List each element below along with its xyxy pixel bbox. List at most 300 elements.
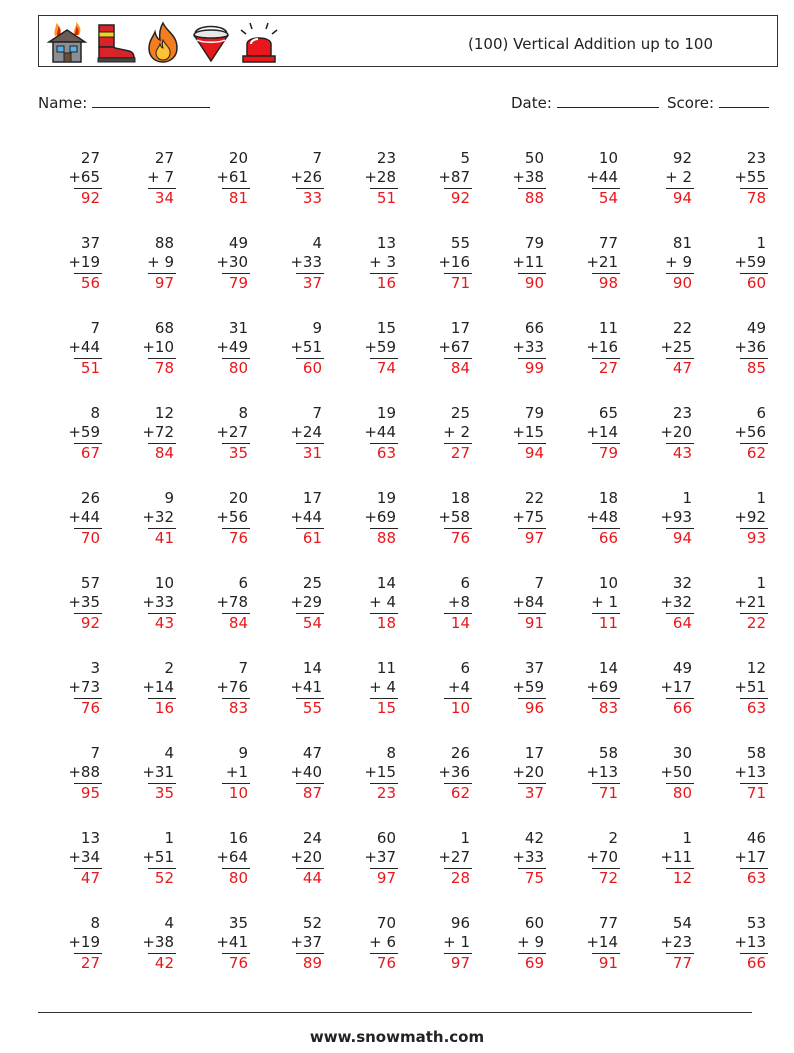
- second-addend: +28: [364, 168, 396, 186]
- first-addend: 57: [80, 574, 100, 592]
- first-addend: 96: [450, 914, 470, 932]
- addition-problem: [556, 914, 630, 999]
- second-addend: +87: [438, 168, 470, 186]
- first-addend: 14: [376, 574, 396, 592]
- addition-problem: [704, 149, 778, 234]
- addition-problem: [556, 829, 630, 914]
- second-addend: +21: [734, 593, 766, 611]
- second-addend: +44: [68, 508, 100, 526]
- answer: 72: [598, 869, 618, 887]
- second-addend: +65: [68, 168, 100, 186]
- second-addend: +16: [586, 338, 618, 356]
- first-addend: 35: [228, 914, 248, 932]
- second-addend: +58: [438, 508, 470, 526]
- addition-problem: [482, 149, 556, 234]
- first-addend: 11: [598, 319, 618, 337]
- addition-problem: [704, 574, 778, 659]
- first-addend: 25: [450, 404, 470, 422]
- addition-problem: [112, 659, 186, 744]
- addition-problem: [112, 489, 186, 574]
- answer: 14: [450, 614, 470, 632]
- answer: 74: [376, 359, 396, 377]
- answer: 66: [672, 699, 692, 717]
- first-addend: 11: [376, 659, 396, 677]
- fire-boot-icon: [93, 20, 137, 64]
- first-addend: 1: [460, 829, 470, 847]
- second-addend: +14: [586, 933, 618, 951]
- second-addend: +24: [290, 423, 322, 441]
- first-addend: 10: [154, 574, 174, 592]
- addition-problem: [260, 489, 334, 574]
- addition-problem: [112, 914, 186, 999]
- second-addend: +51: [142, 848, 174, 866]
- answer: 61: [302, 529, 322, 547]
- answer: 84: [154, 444, 174, 462]
- first-addend: 46: [746, 829, 766, 847]
- first-addend: 37: [524, 659, 544, 677]
- second-addend: +29: [290, 593, 322, 611]
- second-addend: +15: [512, 423, 544, 441]
- first-addend: 14: [302, 659, 322, 677]
- answer: 44: [302, 869, 322, 887]
- problem-row: [38, 829, 778, 914]
- answer: 37: [302, 274, 322, 292]
- second-addend: +67: [438, 338, 470, 356]
- addition-problem: [556, 744, 630, 829]
- answer: 54: [598, 189, 618, 207]
- second-addend: +59: [512, 678, 544, 696]
- answer: 75: [524, 869, 544, 887]
- first-addend: 31: [228, 319, 248, 337]
- second-addend: +44: [586, 168, 618, 186]
- addition-problem: [186, 234, 260, 319]
- answer: 94: [524, 444, 544, 462]
- addition-problem: [556, 234, 630, 319]
- burning-house-icon: [45, 20, 89, 64]
- first-addend: 49: [228, 234, 248, 252]
- answer: 43: [672, 444, 692, 462]
- first-addend: 6: [756, 404, 766, 422]
- answer: 37: [524, 784, 544, 802]
- second-addend: +36: [734, 338, 766, 356]
- answer: 62: [450, 784, 470, 802]
- first-addend: 9: [312, 319, 322, 337]
- addition-problem: [334, 914, 408, 999]
- second-addend: +30: [216, 253, 248, 271]
- second-addend: + 6: [369, 933, 396, 951]
- answer: 88: [376, 529, 396, 547]
- first-addend: 16: [228, 829, 248, 847]
- first-addend: 1: [164, 829, 174, 847]
- addition-problem: [482, 829, 556, 914]
- addition-problem: [556, 319, 630, 404]
- addition-problem: [630, 744, 704, 829]
- addition-problem: [408, 829, 482, 914]
- answer: 71: [746, 784, 766, 802]
- second-addend: +19: [68, 933, 100, 951]
- answer: 34: [154, 189, 174, 207]
- second-addend: +13: [734, 763, 766, 781]
- first-addend: 1: [756, 574, 766, 592]
- answer: 71: [598, 784, 618, 802]
- first-addend: 2: [164, 659, 174, 677]
- second-addend: +84: [512, 593, 544, 611]
- answer: 60: [746, 274, 766, 292]
- answer: 89: [302, 954, 322, 972]
- date-field: [511, 93, 659, 112]
- addition-problem: [334, 319, 408, 404]
- addition-problem: [408, 319, 482, 404]
- addition-problem: [408, 659, 482, 744]
- first-addend: 13: [376, 234, 396, 252]
- second-addend: +92: [734, 508, 766, 526]
- problem-row: [38, 574, 778, 659]
- answer: 62: [746, 444, 766, 462]
- answer: 64: [672, 614, 692, 632]
- problem-row: [38, 319, 778, 404]
- first-addend: 6: [460, 574, 470, 592]
- first-addend: 55: [450, 234, 470, 252]
- addition-problem: [408, 149, 482, 234]
- first-addend: 24: [302, 829, 322, 847]
- addition-problem: [260, 659, 334, 744]
- first-addend: 37: [80, 234, 100, 252]
- second-addend: +13: [734, 933, 766, 951]
- answer: 97: [524, 529, 544, 547]
- first-addend: 77: [598, 234, 618, 252]
- problem-row: [38, 659, 778, 744]
- problem-row: [38, 914, 778, 999]
- first-addend: 7: [238, 659, 248, 677]
- answer: 54: [302, 614, 322, 632]
- addition-problem: [112, 404, 186, 489]
- first-addend: 42: [524, 829, 544, 847]
- first-addend: 27: [80, 149, 100, 167]
- second-addend: +23: [660, 933, 692, 951]
- second-addend: +41: [290, 678, 322, 696]
- second-addend: +20: [512, 763, 544, 781]
- second-addend: +33: [512, 848, 544, 866]
- second-addend: +1: [225, 763, 248, 781]
- answer: 94: [672, 189, 692, 207]
- second-addend: +59: [734, 253, 766, 271]
- addition-problem: [186, 829, 260, 914]
- addition-problem: [260, 149, 334, 234]
- first-addend: 13: [80, 829, 100, 847]
- first-addend: 30: [672, 744, 692, 762]
- answer: 99: [524, 359, 544, 377]
- addition-problem: [260, 404, 334, 489]
- second-addend: +14: [142, 678, 174, 696]
- addition-problem: [704, 404, 778, 489]
- second-addend: +56: [216, 508, 248, 526]
- second-addend: +27: [216, 423, 248, 441]
- first-addend: 1: [682, 489, 692, 507]
- addition-problem: [38, 914, 112, 999]
- answer: 76: [228, 954, 248, 972]
- second-addend: +75: [512, 508, 544, 526]
- second-addend: +50: [660, 763, 692, 781]
- first-addend: 68: [154, 319, 174, 337]
- second-addend: +32: [142, 508, 174, 526]
- addition-problem: [186, 574, 260, 659]
- second-addend: +27: [438, 848, 470, 866]
- answer: 85: [746, 359, 766, 377]
- name-field: [38, 93, 210, 112]
- addition-problem: [112, 319, 186, 404]
- problem-row: [38, 404, 778, 489]
- second-addend: +93: [660, 508, 692, 526]
- addition-problem: [334, 659, 408, 744]
- addition-problem: [630, 404, 704, 489]
- second-addend: +25: [660, 338, 692, 356]
- second-addend: +55: [734, 168, 766, 186]
- second-addend: +37: [364, 848, 396, 866]
- addition-problem: [186, 404, 260, 489]
- score-label: Score:: [667, 94, 715, 112]
- first-addend: 19: [376, 404, 396, 422]
- first-addend: 49: [672, 659, 692, 677]
- first-addend: 25: [302, 574, 322, 592]
- answer: 84: [450, 359, 470, 377]
- first-addend: 3: [90, 659, 100, 677]
- addition-problem: [334, 404, 408, 489]
- second-addend: +70: [586, 848, 618, 866]
- answer: 80: [228, 869, 248, 887]
- score-blank-line: [719, 93, 769, 108]
- answer: 98: [598, 274, 618, 292]
- first-addend: 58: [598, 744, 618, 762]
- first-addend: 7: [312, 404, 322, 422]
- answer: 60: [302, 359, 322, 377]
- first-addend: 8: [386, 744, 396, 762]
- answer: 52: [154, 869, 174, 887]
- answer: 80: [228, 359, 248, 377]
- second-addend: +35: [68, 593, 100, 611]
- answer: 42: [154, 954, 174, 972]
- second-addend: +44: [364, 423, 396, 441]
- second-addend: +10: [142, 338, 174, 356]
- addition-problem: [408, 404, 482, 489]
- answer: 31: [302, 444, 322, 462]
- first-addend: 23: [376, 149, 396, 167]
- addition-problem: [186, 914, 260, 999]
- first-addend: 17: [302, 489, 322, 507]
- second-addend: +40: [290, 763, 322, 781]
- addition-problem: [482, 914, 556, 999]
- problem-row: [38, 149, 778, 234]
- second-addend: + 9: [147, 253, 174, 271]
- answer: 12: [672, 869, 692, 887]
- first-addend: 26: [80, 489, 100, 507]
- second-addend: +33: [142, 593, 174, 611]
- answer: 15: [376, 699, 396, 717]
- name-blank-line: [92, 93, 210, 108]
- first-addend: 7: [534, 574, 544, 592]
- first-addend: 53: [746, 914, 766, 932]
- first-addend: 50: [524, 149, 544, 167]
- addition-problem: [260, 574, 334, 659]
- addition-problem: [260, 319, 334, 404]
- second-addend: + 3: [369, 253, 396, 271]
- first-addend: 4: [312, 234, 322, 252]
- addition-problem: [334, 234, 408, 319]
- addition-problem: [704, 319, 778, 404]
- second-addend: +51: [290, 338, 322, 356]
- first-addend: 9: [238, 744, 248, 762]
- alarm-siren-icon: [237, 20, 281, 64]
- second-addend: +32: [660, 593, 692, 611]
- answer: 63: [746, 699, 766, 717]
- addition-problem: [482, 489, 556, 574]
- first-addend: 17: [450, 319, 470, 337]
- first-addend: 12: [154, 404, 174, 422]
- first-addend: 18: [450, 489, 470, 507]
- addition-problem: [186, 489, 260, 574]
- answer: 51: [376, 189, 396, 207]
- addition-problem: [38, 744, 112, 829]
- addition-problem: [260, 234, 334, 319]
- fire-bucket-icon: [189, 20, 233, 64]
- first-addend: 81: [672, 234, 692, 252]
- answer: 84: [228, 614, 248, 632]
- addition-problem: [630, 489, 704, 574]
- answer: 66: [598, 529, 618, 547]
- first-addend: 6: [460, 659, 470, 677]
- first-addend: 19: [376, 489, 396, 507]
- addition-problem: [334, 829, 408, 914]
- second-addend: + 4: [369, 678, 396, 696]
- second-addend: + 2: [665, 168, 692, 186]
- answer: 90: [524, 274, 544, 292]
- answer: 56: [80, 274, 100, 292]
- addition-problem: [408, 914, 482, 999]
- second-addend: + 7: [147, 168, 174, 186]
- second-addend: +69: [364, 508, 396, 526]
- first-addend: 7: [312, 149, 322, 167]
- addition-problem: [112, 744, 186, 829]
- date-blank-line: [557, 93, 659, 108]
- addition-problem: [38, 659, 112, 744]
- second-addend: +48: [586, 508, 618, 526]
- addition-problem: [408, 744, 482, 829]
- first-addend: 10: [598, 574, 618, 592]
- answer: 22: [746, 614, 766, 632]
- addition-problem: [482, 404, 556, 489]
- first-addend: 2: [608, 829, 618, 847]
- addition-problem: [556, 489, 630, 574]
- answer: 63: [746, 869, 766, 887]
- first-addend: 9: [164, 489, 174, 507]
- first-addend: 49: [746, 319, 766, 337]
- second-addend: +33: [290, 253, 322, 271]
- addition-problem: [408, 234, 482, 319]
- addition-problem: [630, 319, 704, 404]
- addition-problem: [630, 914, 704, 999]
- answer: 97: [154, 274, 174, 292]
- score-field: [667, 93, 769, 112]
- flame-icon: [141, 20, 185, 64]
- answer: 81: [228, 189, 248, 207]
- first-addend: 12: [746, 659, 766, 677]
- first-addend: 10: [598, 149, 618, 167]
- second-addend: +20: [290, 848, 322, 866]
- second-addend: +59: [364, 338, 396, 356]
- addition-problem: [630, 659, 704, 744]
- second-addend: +88: [68, 763, 100, 781]
- second-addend: + 1: [591, 593, 618, 611]
- first-addend: 60: [376, 829, 396, 847]
- addition-problem: [112, 234, 186, 319]
- first-addend: 54: [672, 914, 692, 932]
- addition-problem: [556, 574, 630, 659]
- answer: 96: [524, 699, 544, 717]
- addition-problem: [704, 659, 778, 744]
- second-addend: +37: [290, 933, 322, 951]
- addition-problem: [630, 234, 704, 319]
- problem-row: [38, 489, 778, 574]
- answer: 93: [746, 529, 766, 547]
- addition-problem: [334, 149, 408, 234]
- problem-row: [38, 234, 778, 319]
- header-icons: [45, 20, 281, 64]
- addition-problem: [704, 829, 778, 914]
- first-addend: 1: [756, 234, 766, 252]
- addition-problem: [334, 744, 408, 829]
- first-addend: 8: [90, 404, 100, 422]
- first-addend: 8: [238, 404, 248, 422]
- addition-problem: [482, 744, 556, 829]
- addition-problem: [704, 914, 778, 999]
- answer: 55: [302, 699, 322, 717]
- second-addend: + 2: [443, 423, 470, 441]
- second-addend: +49: [216, 338, 248, 356]
- answer: 16: [376, 274, 396, 292]
- answer: 63: [376, 444, 396, 462]
- problem-grid: [38, 149, 778, 999]
- first-addend: 47: [302, 744, 322, 762]
- first-addend: 92: [672, 149, 692, 167]
- first-addend: 60: [524, 914, 544, 932]
- second-addend: +11: [660, 848, 692, 866]
- answer: 76: [376, 954, 396, 972]
- answer: 78: [746, 189, 766, 207]
- second-addend: +38: [142, 933, 174, 951]
- second-addend: +64: [216, 848, 248, 866]
- answer: 16: [154, 699, 174, 717]
- second-addend: +20: [660, 423, 692, 441]
- footer-website: www.snowmath.com: [309, 1028, 485, 1046]
- second-addend: +8: [447, 593, 470, 611]
- second-addend: +73: [68, 678, 100, 696]
- first-addend: 79: [524, 404, 544, 422]
- second-addend: +17: [660, 678, 692, 696]
- addition-problem: [704, 744, 778, 829]
- second-addend: + 9: [665, 253, 692, 271]
- first-addend: 22: [672, 319, 692, 337]
- first-addend: 32: [672, 574, 692, 592]
- addition-problem: [112, 829, 186, 914]
- second-addend: +76: [216, 678, 248, 696]
- answer: 27: [80, 954, 100, 972]
- addition-problem: [482, 659, 556, 744]
- second-addend: +59: [68, 423, 100, 441]
- addition-problem: [556, 659, 630, 744]
- second-addend: +13: [586, 763, 618, 781]
- answer: 76: [450, 529, 470, 547]
- answer: 27: [598, 359, 618, 377]
- addition-problem: [186, 149, 260, 234]
